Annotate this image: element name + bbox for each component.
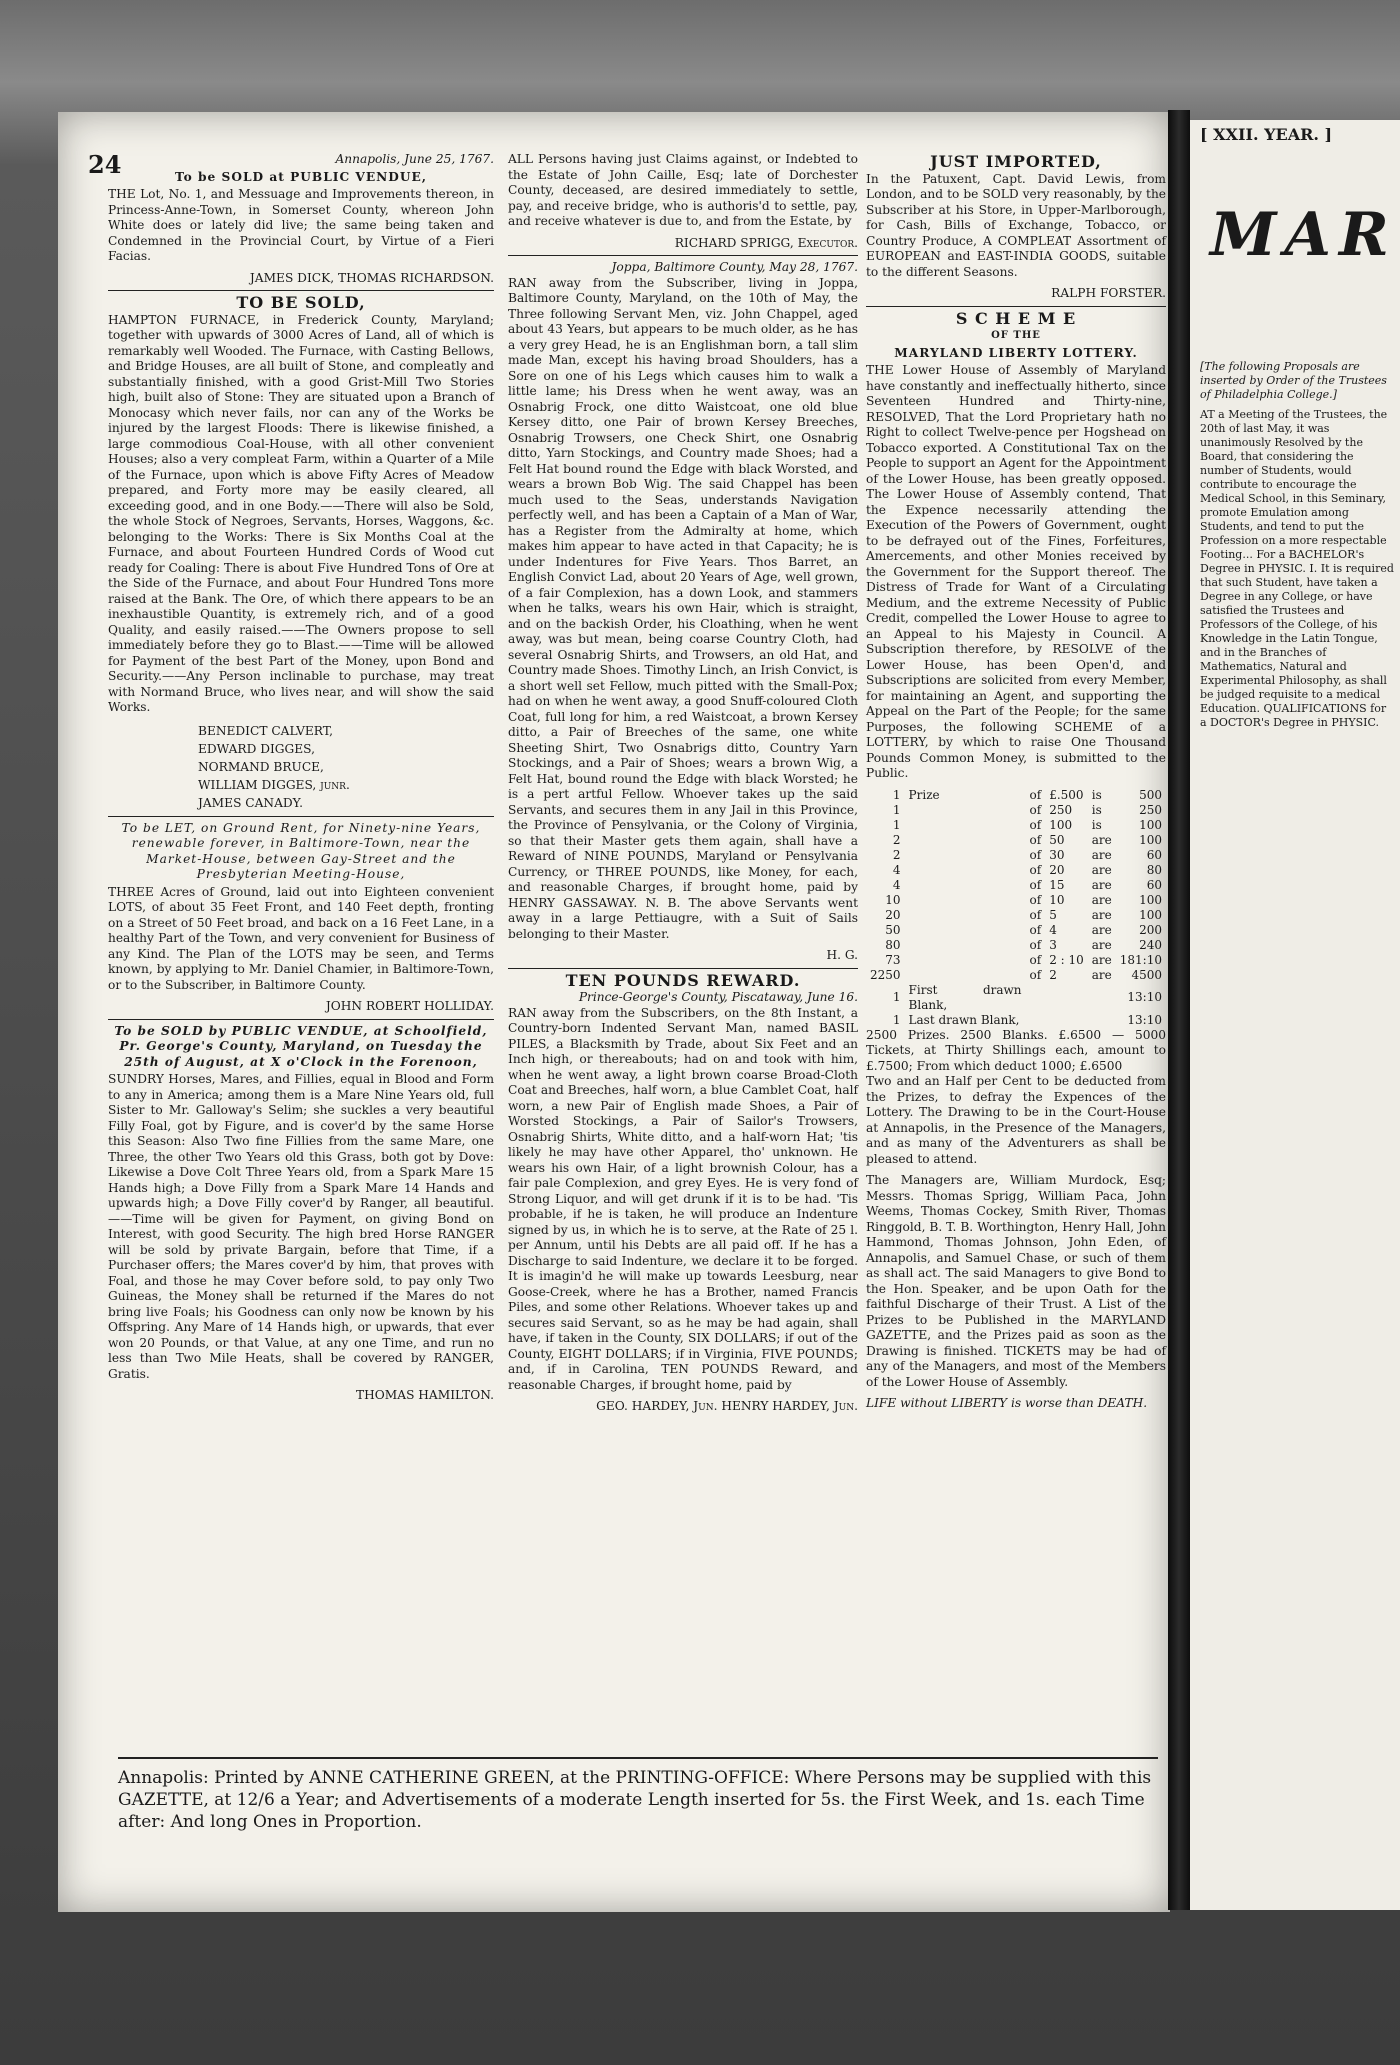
prize-cell: 2	[1049, 967, 1057, 982]
col1-ad4-heading: To be SOLD by PUBLIC VENDUE, at Schoolfield, Pr. George's County, Maryland, on Tuesday the 25th of August, at X o'Clock in the Forenoon,	[114, 1023, 488, 1069]
prize-cell: 80	[885, 937, 901, 952]
prize-row	[866, 893, 1166, 908]
prize-cell	[905, 863, 1026, 878]
prize-cell: of	[1029, 967, 1042, 982]
prize-cell: 50	[1049, 832, 1065, 847]
prize-cell: 3	[1049, 937, 1057, 952]
facing-page	[1190, 120, 1400, 1910]
prize-cell: of	[1029, 877, 1042, 892]
col2-ad1-body: ALL Persons having just Claims against, or Indebted to the Estate of John Caille, Esq; late of Dorchester County, deceased, are desired immediately to settle, pay, and receive bridge, who is authoris'd to settle, pay, and receive whatever is due to, and from the Estate, by	[508, 152, 858, 228]
divider	[866, 306, 1166, 307]
prize-cell: are	[1091, 862, 1112, 877]
prize-cell: are	[1091, 967, 1112, 982]
lottery-terms: The Managers are, William Murdock, Esq; Messrs. Thomas Sprigg, William Paca, John Weems, Thomas Cockey, Smith River, Thomas Ringgold, B. T. B. Worthington, Henry Hall, John Hammond, Thomas Johnson, John Eden, of Annapolis, and Samuel Chase, or such of them as shall act. The said Managers to give Bond to the Hon. Speaker, and be upon Oath for the faithful Discharge of their Trust. A List of the Prizes to be Published in the MARYLAND GAZETTE, and the Prizes paid as soon as the Drawing is finished. TICKETS may be had of any of the Managers, and most of the Members of the Lower House of Assembly.	[866, 1173, 1166, 1389]
prize-cell: of	[1029, 832, 1042, 847]
col3-ad1-heading: JUST IMPORTED,	[930, 152, 1102, 171]
prize-cell	[1045, 983, 1088, 1013]
prize-cell	[905, 938, 1026, 953]
prize-cell: of	[1029, 907, 1042, 922]
prize-cell: of	[1029, 922, 1042, 937]
prize-cell: are	[1091, 907, 1112, 922]
prize-cell: 60	[1146, 877, 1162, 892]
prize-cell	[905, 908, 1026, 923]
divider	[108, 816, 494, 817]
prize-row	[866, 1013, 1166, 1028]
prize-cell	[1026, 983, 1046, 1013]
prize-cell: of	[1029, 847, 1042, 862]
printer-imprint: Annapolis: Printed by ANNE CATHERINE GREEN, at the PRINTING-OFFICE: Where Persons may be supplied with this GAZETTE, at 12/6 a Year; and Advertisements of a moderate Length inserted for 5s. the First Week, and 1s. each Time after: And long Ones in Proportion.	[118, 1757, 1158, 1833]
col1-ad1-signature: JAMES DICK, THOMAS RICHARDSON.	[249, 270, 494, 285]
lottery-tickets: Two and an Half per Cent to be deducted from the Prizes, to defray the Expences of the Lottery. The Drawing to be in the Court-House at Annapolis, in the Presence of the Managers, and as many of the Adventurers as shall be pleased to attend.	[866, 1074, 1166, 1166]
prize-row	[866, 953, 1166, 968]
prize-cell: 4	[892, 877, 901, 892]
column-3	[866, 152, 1166, 1418]
col1-ad3-signature: JOHN ROBERT HOLLIDAY.	[325, 999, 494, 1013]
col2-ad2-signature: H. G.	[826, 948, 858, 962]
prize-cell: is	[1091, 802, 1102, 817]
prize-cell: 30	[1049, 847, 1065, 862]
prize-cell	[905, 923, 1026, 938]
lottery-heading-1: S C H E M E	[955, 308, 1077, 328]
divider	[108, 290, 494, 291]
column-2	[508, 152, 858, 1415]
prize-row	[866, 863, 1166, 878]
prize-cell	[905, 968, 1026, 983]
prize-cell: 1	[892, 787, 901, 802]
col1-ad1-body: THE Lot, No. 1, and Messuage and Improvements thereon, in Princess-Anne-Town, in Somerset County, whereon John White does or lately did live; the same being taken and Condemned in the Provincial Court, by Virtue of a Fieri Facias.	[108, 187, 494, 263]
col1-ad4-signature: THOMAS HAMILTON.	[356, 1388, 494, 1402]
prize-row	[866, 818, 1166, 833]
prize-cell: First drawn Blank,	[908, 982, 1022, 1012]
prize-cell	[905, 803, 1026, 818]
prize-cell: of	[1029, 862, 1042, 877]
prize-cell	[905, 818, 1026, 833]
prize-row	[866, 923, 1166, 938]
col2-ad2-body: RAN away from the Subscriber, living in Joppa, Baltimore County, Maryland, on the 10th of May, the Three following Servant Men, viz. John Chappel, aged about 43 Years, but appears to be much older, as he has a very grey Head, he is an Englishman born, a tall slim made Man, except his having broad Shoulders, has a Sore on one of his Legs which causes him to walk a little lame; his Dress when he went away, was an Osnabrig Frock, one ditto Waistcoat, one old blue Kersey ditto, one Pair of brown Kersey Breeches, Osnabrig Trowsers, one Check Shirt, one Osnabrig ditto, Yarn Stockings, and Country made Shoes; had a Felt Hat bound round the Edge with black Worsted, and wears a brown Bob Wig. The said Chappel has been much used to the Seas, understands Navigation perfectly well, and has been a Captain of a Man of War, has a Register from the Admiralty at home, which makes him appear to have acted in that Capacity; he is under Indentures for Five Years. Thos Barret, an English Convict Lad, about 20 Years of Age, well grown, of a fair Complexion, has a down Look, and stammers when he talks, wears his own Hair, which is straight, and on the backish Order, his Cloathing, when he went away, was but mean, being coarse Country Cloth, had several Osnabrig Shirts, and Trowsers, an old Hat, and Country made Shoes. Timothy Linch, an Irish Convict, is a short well set Fellow, much pitted with the Small-Pox; had on when he went away, a good Snuff-coloured Cloth Coat, full long for him, a red Waistcoat, a brown Kersey ditto, a Pair of Breeches of the same, one white Sheeting Shirt, Two Osnabrigs ditto, Country Yarn Stockings, and a Pair of Shoes; wears a brown Wig, a Felt Hat, bound round the Edge with black Worsted; he is a pert artful Fellow. Whoever takes up the said Servants, and secures them in any Jail in this Province, the Province of Pensylvania, or the Colony of Virginia, so that their Master gets them again, shall have a Reward of NINE POUNDS, Maryland or Pensylvania Currency, or THREE POUNDS, like Money, for each, and reasonable Charges, if brought home, paid by HENRY GASSAWAY. N. B. The above Servants went away in a large Pettiaugre, with a Suit of Sails belonging to their Master.	[508, 275, 858, 941]
lottery-totals: 2500 Prizes. 2500 Blanks. £.6500 — 5000 Tickets, at Thirty Shillings each, amount to £.7500; From which deduct 1000; £.6500	[866, 1027, 1166, 1073]
col2-ad3-signature: GEO. HARDEY, Jun. HENRY HARDEY, Jun.	[596, 1399, 858, 1413]
col1-ad2-body: HAMPTON FURNACE, in Frederick County, Maryland; together with upwards of 3000 Acres of Land, all of which is remarkably well Wooded. The Furnace, with Casting Bellows, and Bridge Houses, are all built of Stone, and compleatly and substantially finished, with a good Grist-Mill Two Stories high, built also of Stone: They are situated upon a Branch of Monocasy which never fails, nor can any of the Works be injured by the largest Floods: There is likewise finished, a large commodious Coal-House, with all other convenient Houses; also a very compleat Farm, within a Quarter of a Mile of the Furnace, upon which is above Fifty Acres of Meadow prepared, and Forty more may be easily cleared, all exceeding good, and in one Body.——There will also be Sold, the whole Stock of Negroes, Servants, Horses, Waggons, &c. belonging to the Works: There is Six Months Coal at the Furnace, and about Fourteen Hundred Cords of Wood cut ready for Coaling: There is about Five Hundred Tons of Ore at the Side of the Furnace, and about Four Hundred Tons more raised at the Bank. The Ore, of which there appears to be an inexhaustible Quantity, is extremely rich, and of a good Quality, and easily raised.——The Owners propose to sell immediately before they go to Blast.——Time will be allowed for Payment of the best Part of the Money, upon Bond and Security.——Any Person inclinable to purchase, may treat with Normand Bruce, who lives near, and will show the said Works.	[108, 312, 494, 714]
col2-ad3-body: RAN away from the Subscribers, on the 8th Instant, a Country-born Indented Servant Man, named BASIL PILES, a Blacksmith by Trade, about Six Feet and an Inch high, or thereabouts; had on and took with him, when he went away, a light brown coarse Broad-Cloth Coat and Breeches, half worn, a blue Camblet Coat, half worn, a new Pair of English made Shoes, a Pair of Worsted Stockings, a Pair of Sailor's Trowsers, Osnabrig Shirts, White ditto, and a half-worn Hat; 'tis likely he may have other Apparel, tho' unknown. He wears his own Hair, of a light brownish Colour, has a fair pale Complexion, and grey Eyes. He is very fond of Strong Liquor, and will get drunk if it is to be had. 'Tis probable, if he is taken, he will produce an Indenture signed by us, in which he is to serve, at the Rate of 25 l. per Annum, until his Debts are all paid off. If he has a Discharge to said Indenture, we declare it to be forged. It is imagin'd he will make up towards Leesburg, near Goose-Creek, where he has a Brother, named Francis Piles, and some other Relations. Whoever takes up and secures said Servant, so as he may be had again, shall have, if taken in the County, SIX DOLLARS; if out of the County, EIGHT DOLLARS; if in Virginia, FIVE POUNDS; and, if in Carolina, TEN POUNDS Reward, and reasonable Charges, if brought home, paid by	[508, 1005, 858, 1392]
col1-ad3-body: THREE Acres of Ground, laid out into Eighteen convenient LOTS, of about 35 Feet Front, and 140 Feet depth, fronting on a Street of 50 Feet broad, and back on a 16 Feet Lane, in a healthy Part of the Town, and very convenient for Business of any Kind. The Plan of the LOTS may be seen, and Terms known, by applying to Mr. Daniel Chamier, in Baltimore-Town, or to the Subscriber, in Baltimore County.	[108, 884, 494, 992]
prize-cell: 181:10	[1119, 952, 1162, 967]
prize-row	[866, 968, 1166, 983]
prize-cell: 20	[885, 907, 901, 922]
prize-cell: 100	[1139, 892, 1162, 907]
prize-cell: 15	[1049, 877, 1065, 892]
prize-cell: 13:10	[1127, 1012, 1162, 1027]
facing-year: [ XXII. YEAR. ]	[1200, 125, 1333, 144]
signer: EDWARD DIGGES,	[198, 741, 315, 756]
prize-cell	[905, 848, 1026, 863]
prize-cell	[1088, 983, 1116, 1013]
prize-cell: 1	[892, 802, 901, 817]
prize-cell	[905, 833, 1026, 848]
prize-cell: 1	[892, 990, 901, 1004]
prize-cell	[905, 953, 1026, 968]
facing-body: AT a Meeting of the Trustees, the 20th of last May, it was unanimously Resolved by the Board, that considering the number of Students, would contribute to encourage the Medical School, in this Seminary, promote Emulation among Students, and tend to put the Profession on a more respectable Footing... For a BACHELOR's Degree in PHYSIC. I. It is required that such Student, have taken a Degree in any College, or have satisfied the Trustees and Professors of the College, of his Knowledge in the Latin Tongue, and in the Branches of Mathematics, Natural and Experimental Philosophy, as shall be judged requisite to a medical Education. QUALIFICATIONS for a DOCTOR's Degree in PHYSIC.	[1200, 408, 1394, 729]
signer: BENEDICT CALVERT,	[198, 723, 333, 738]
col3-ad1-signature: RALPH FORSTER.	[1051, 286, 1166, 300]
prize-cell	[1026, 1013, 1046, 1028]
prize-cell: are	[1091, 892, 1112, 907]
prize-cell: are	[1091, 877, 1112, 892]
facing-masthead: MAR	[1210, 200, 1397, 270]
prize-row	[866, 788, 1166, 803]
prize-cell: 2250	[870, 967, 901, 982]
divider	[108, 1019, 494, 1020]
prize-cell: 250	[1139, 802, 1162, 817]
prize-cell: 10	[885, 892, 901, 907]
col1-ad2-signers	[108, 722, 494, 812]
signer: WILLIAM DIGGES, junr.	[198, 777, 350, 792]
lottery-intro: THE Lower House of Assembly of Maryland have constantly and ineffectually hitherto, since Seventeen Hundred and Thirty-nine, RESOLVED, That the Lord Proprietary hath no Right to collect Twelve-pence per Hogshead on Tobacco exported. A Constitutional Tax on the People to support an Agent for the Appointment of the Lower House, has been greatly opposed. The Lower House of Assembly contend, That the Expence necessarily attending the Execution of the Powers of Government, ought to be defrayed out of the Fines, Forfeitures, Amercements, and other Monies received by the Government for the Support thereof. The Distress of Trade for Want of a Circulating Medium, and the extreme Necessity of Public Credit, compelled the Lower House to agree to an Appeal to his Majesty in Council. A Subscription therefore, by RESOLVE of the Lower House, has been Open'd, and Subscriptions are solicited from every Member, for maintaining an Agent, and supporting the Appeal on the Part of the People; for the same Purposes, the following SCHEME of a LOTTERY, by which to raise One Thousand Pounds Common Money, is submitted to the Public.	[866, 363, 1166, 780]
prize-cell: 60	[1146, 847, 1162, 862]
lottery-heading-2: OF THE	[991, 330, 1041, 341]
prize-cell: are	[1091, 832, 1112, 847]
prize-cell	[1045, 1013, 1088, 1028]
prize-cell: are	[1091, 847, 1112, 862]
prize-cell: 100	[1139, 832, 1162, 847]
prize-cell: is	[1091, 817, 1102, 832]
prize-cell: 2 : 10	[1049, 952, 1084, 967]
prize-row	[866, 848, 1166, 863]
prize-cell: 4500	[1131, 967, 1162, 982]
prize-cell: 20	[1049, 862, 1065, 877]
col2-ad3-heading: TEN POUNDS REWARD.	[565, 970, 801, 990]
col1-ad2-heading: TO BE SOLD,	[236, 293, 366, 312]
prize-cell: are	[1091, 937, 1112, 952]
col3-ad1-body: In the Patuxent, Capt. David Lewis, from London, and to be SOLD very reasonably, by the Subscriber at his Store, in Upper-Marlborough, for Cash, Bills of Exchange, Tobacco, or Country Produce, A COMPLEAT Assortment of EUROPEAN and EAST-INDIA GOODS, suitable to the different Seasons.	[866, 171, 1166, 279]
prize-cell: 4	[1049, 922, 1057, 937]
prize-cell: 5	[1049, 907, 1057, 922]
prize-cell: are	[1091, 952, 1112, 967]
prize-cell: of	[1029, 892, 1042, 907]
col1-ad4-body: SUNDRY Horses, Mares, and Fillies, equal in Blood and Form to any in America; among them is a Mare Nine Years old, full Sister to Mr. Galloway's Selim; she suckles a very beautiful Filly Foal, got by Figure, and is cover'd by the same Horse this Season: Also Two fine Fillies from the same Mare, one Three, the other Two Years old this Grass, both got by Dove: Likewise a Dove Colt Three Years old, from a Spark Mare 15 Hands high; a Dove Filly from a Spark Mare 14 Hands and upwards high; a Dove Filly cover'd by Ranger, all beautiful.——Time will be given for Payment, on giving Bond on Interest, with good Security. The high bred Horse RANGER will be sold by private Bargain, before that Time, if a Purchaser offers; the Mares cover'd by him, that proves with Foal, and those he may Cover before sold, to pay only Two Guineas, the Money shall be returned if the Mares do not bring live Foals; his Goodness can only now be known by his Offspring. Any Mare of 14 Hands high, or upwards, that ever won 20 Pounds, or that Value, at any one Time, and run no less than Two Mile Heats, shall be covered by RANGER, Gratis.	[108, 1072, 494, 1381]
prize-cell: 100	[1139, 907, 1162, 922]
prize-row	[866, 908, 1166, 923]
prize-cell: 4	[892, 862, 901, 877]
prize-cell: 500	[1139, 787, 1162, 802]
prize-cell: 2	[892, 847, 901, 862]
prize-row	[866, 803, 1166, 818]
prize-cell: 200	[1139, 922, 1162, 937]
book-gutter	[1168, 110, 1190, 1910]
prize-row	[866, 878, 1166, 893]
divider	[508, 968, 858, 969]
signer: NORMAND BRUCE,	[198, 759, 324, 774]
divider	[508, 255, 858, 256]
prize-cell: of	[1029, 937, 1042, 952]
prize-cell: 13:10	[1127, 990, 1162, 1004]
prize-row	[866, 938, 1166, 953]
signer: JAMES CANADY.	[198, 795, 303, 810]
column-1	[108, 152, 494, 1404]
prize-cell: 50	[885, 922, 901, 937]
newspaper-page	[58, 112, 1170, 1912]
prize-cell: 73	[885, 952, 901, 967]
prize-cell: Last drawn Blank,	[908, 1012, 1020, 1027]
prize-cell: 10	[1049, 892, 1065, 907]
col2-ad2-dateline: Joppa, Baltimore County, May 28, 1767.	[611, 260, 858, 274]
prize-cell: 80	[1146, 862, 1162, 877]
prize-cell	[1088, 1013, 1116, 1028]
prize-cell: 1	[892, 1012, 901, 1027]
page-number: 24	[88, 150, 122, 179]
col1-dateline: Annapolis, June 25, 1767.	[335, 152, 494, 166]
prize-cell: 240	[1139, 937, 1162, 952]
prize-cell	[905, 893, 1026, 908]
prize-cell: of	[1029, 787, 1042, 802]
col1-ad1-heading: To be SOLD at PUBLIC VENDUE,	[174, 169, 428, 184]
facing-text	[1200, 360, 1395, 736]
prize-cell: is	[1091, 787, 1102, 802]
prize-cell: 100	[1049, 817, 1073, 832]
prize-cell: 2	[892, 832, 901, 847]
prize-cell: of	[1029, 802, 1042, 817]
col2-ad1-signature: RICHARD SPRIGG, Executor.	[674, 235, 858, 250]
prize-cell: 1	[892, 817, 901, 832]
prize-cell: Prize	[908, 787, 940, 802]
prize-cell: 100	[1139, 817, 1162, 832]
prize-row	[866, 833, 1166, 848]
facing-proposal-note: [The following Proposals are inserted by Order of the Trustees of Philadelphia College.]	[1200, 360, 1387, 401]
lottery-heading-3: MARYLAND LIBERTY LOTTERY.	[894, 345, 1138, 360]
lottery-motto: LIFE without LIBERTY is worse than DEATH.	[866, 1396, 1148, 1410]
prize-cell: are	[1091, 922, 1112, 937]
prize-row	[866, 983, 1166, 1013]
prize-cell: 250	[1049, 802, 1073, 817]
prize-cell: of	[1029, 952, 1042, 967]
prize-cell	[905, 878, 1026, 893]
prize-cell: of	[1029, 817, 1042, 832]
col2-ad3-dateline: Prince-George's County, Piscataway, June 16.	[578, 990, 858, 1004]
lottery-prize-table	[866, 788, 1166, 1028]
col1-ad3-heading: To be LET, on Ground Rent, for Ninety-nine Years, renewable forever, in Baltimore-Town, near the Market-House, between Gay-Street and the Presbyterian Meeting-House,	[121, 820, 481, 881]
prize-cell: £.500	[1049, 787, 1084, 802]
